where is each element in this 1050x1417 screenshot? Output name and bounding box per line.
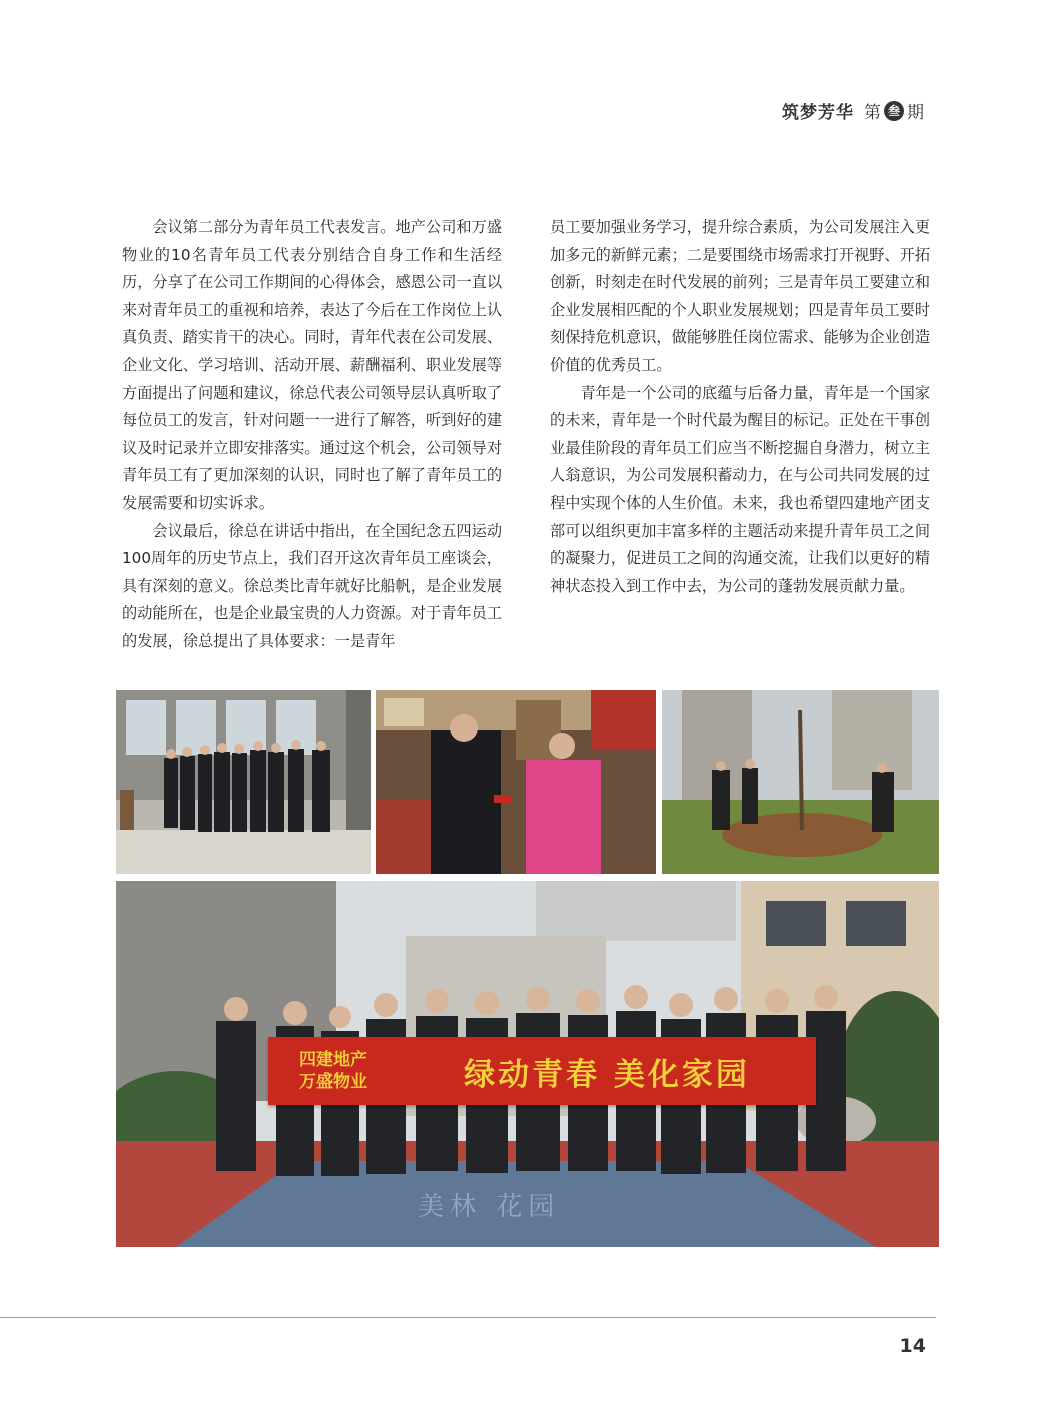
magazine-title: 筑梦芳华	[782, 103, 854, 123]
article-column-right	[550, 214, 930, 600]
page-number: 14	[899, 1335, 926, 1357]
issue-prefix: 第	[864, 103, 881, 123]
page-header	[782, 98, 924, 123]
banner-company-names	[268, 1049, 398, 1093]
issue-suffix: 期	[907, 103, 924, 123]
banner-line-1: 四建地产	[299, 1050, 367, 1070]
photo-tree-planting	[662, 690, 939, 874]
ground-painted-text: 美林 花园	[418, 1192, 561, 1222]
paragraph: 会议最后，徐总在讲话中指出，在全国纪念五四运动100周年的历史节点上，我们召开这次青年员工座谈会，具有深刻的意义。徐总类比青年就好比船帆，是企业发展的动能所在，也是企业最宝贵的人力资源。对于青年员工的发展，徐总提出了具体要求：一是青年	[122, 521, 502, 650]
paragraph: 青年是一个公司的底蕴与后备力量，青年是一个国家的未来，青年是一个时代最为醒目的标记。正处在干事创业最佳阶段的青年员工们应当不断挖掘自身潜力，树立主人翁意识，为公司发展积蓄动力，在与公司共同发展的过程中实现个体的人生价值。未来，我也希望四建地产团支部可以组织更加丰富多样的主题活动来提升青年员工之间的凝聚力，促进员工之间的沟通交流，让我们以更好的精神状态投入到工作中去，为公司的蓬勃发展贡献力量。	[550, 383, 930, 595]
footer-divider	[0, 1317, 936, 1318]
photo-group-visit	[116, 690, 371, 874]
photo-condolence-visit	[376, 690, 656, 874]
paragraph: 会议第二部分为青年员工代表发言。地产公司和万盛物业的10名青年员工代表分别结合自身工作和生活经历，分享了在公司工作期间的心得体会，感恩公司一直以来对青年员工的重视和培养，表达了今后在工作岗位上认真负责、踏实肯干的决心。同时，青年代表在公司发展、企业文化、学习培训、活动开展、薪酬福利、职业发展等方面提出了问题和建议，徐总代表公司领导层认真听取了每位员工的发言，针对问题一一进行了解答，听到好的建议及时记录并立即安排落实。通过这个机会，公司领导对青年员工有了更加深刻的认识，同时也了解了青年员工的发展需要和切实诉求。	[122, 218, 502, 512]
paragraph: 员工要加强业务学习，提升综合素质，为公司发展注入更加多元的新鲜元素；二是要围绕市场需求打开视野、开拓创新，时刻走在时代发展的前列；三是青年员工要建立和企业发展相匹配的个人职业发展规划；四是青年员工要时刻保持危机意识，做能够胜任岗位需求、能够为企业创造价值的优秀员工。	[550, 218, 930, 374]
banner-slogan: 绿动青春 美化家园	[464, 1056, 750, 1093]
article-column-left	[122, 214, 502, 656]
banner-line-2: 万盛物业	[299, 1072, 367, 1092]
red-banner	[268, 1037, 816, 1105]
issue-number-badge: 叁	[884, 101, 904, 121]
